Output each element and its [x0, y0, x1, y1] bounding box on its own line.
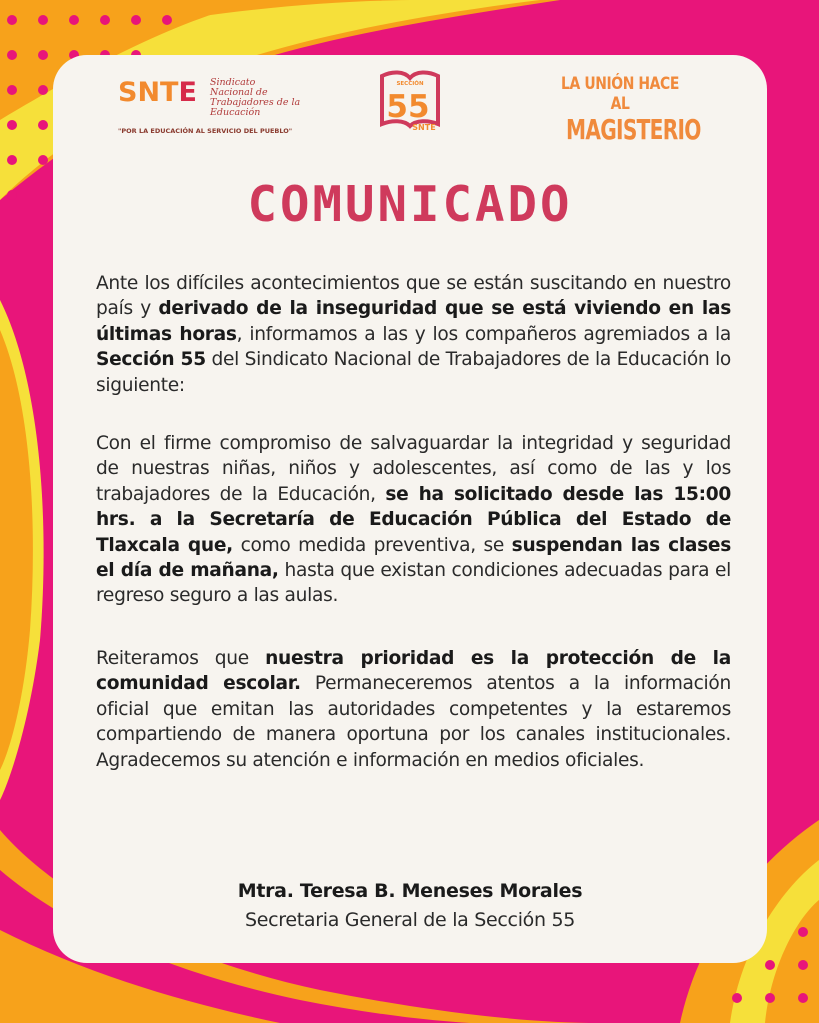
snte-logo [118, 72, 308, 140]
snte-motto: "POR LA EDUCACIÓN AL SERVICIO DEL PUEBLO" [118, 127, 293, 135]
paragraph-closing [96, 646, 731, 773]
snte-name-line: Sindicato [210, 77, 256, 88]
paragraph-text: Reiteramos que [96, 648, 266, 669]
paragraph-text: del Sindicato Nacional de Trabajadores de la Educación lo siguiente: [96, 349, 732, 396]
snte-acronym [118, 77, 197, 108]
snte-acronym-suffix: E [178, 77, 197, 108]
paragraph-bold-text: Sección 55 [96, 349, 206, 371]
signature-name: Mtra. Teresa B. Meneses Morales [237, 880, 583, 902]
slogan-line2: MAGISTERIO [566, 113, 701, 146]
section-number: 55 [386, 89, 430, 125]
section-55-logo [376, 68, 444, 134]
slogan-line1: LA UNIÓN HACE AL [561, 74, 679, 114]
paragraph-text: como medida preventiva, se [232, 534, 512, 556]
section-bottom-text: SNTE [412, 123, 436, 132]
document-title: COMUNICADO [247, 176, 573, 233]
paragraph-request [96, 431, 731, 609]
section-top-text: SECCIÓN [396, 81, 424, 87]
snte-name-line: Educación [210, 107, 261, 118]
signature-role: Secretaria General de la Sección 55 [244, 909, 576, 931]
paragraph-bold-text: se ha solicitado desde las 15:00 hrs. a la Secretaría de Educación Pública del Estado de Tlaxcala que, [96, 483, 731, 556]
paragraph-bold-text: derivado de la inseguridad que se está viviendo en las últimas horas [96, 298, 731, 345]
paragraph-bold-text: suspendan las clases el día de mañana, [96, 534, 731, 582]
paragraph-intro [96, 271, 731, 398]
paragraph-text: , informamos a las y los compañeros agremiados a la [236, 323, 731, 345]
snte-acronym-prefix: SNT [118, 77, 179, 108]
paragraph-text: Con el firme compromiso de salvaguardar la integridad y seguridad de nuestras niñas, niños y adolescentes, así como de las y los trabajadores de la Educación, [96, 433, 731, 505]
slogan-logo [545, 74, 701, 146]
paragraph-text: Ante los difíciles acontecimientos que se están suscitando en nuestro país y [96, 273, 731, 320]
paragraph-text: hasta que existan condiciones adecuadas para el regreso seguro a las aulas. [96, 560, 731, 607]
snte-full-name [210, 78, 310, 118]
snte-name-line: Trabajadores de la [210, 97, 301, 108]
paragraph-bold-text: nuestra prioridad es la protección de la comunidad escolar. [96, 648, 732, 695]
snte-name-line: Nacional de [210, 87, 268, 98]
paragraph-text: Permaneceremos atentos a la información oficial que emitan las autoridades competentes y la estaremos compartiendo de manera oportuna por los canales institucionales. Agradecemos su atención e información en medios oficiales. [96, 673, 731, 771]
